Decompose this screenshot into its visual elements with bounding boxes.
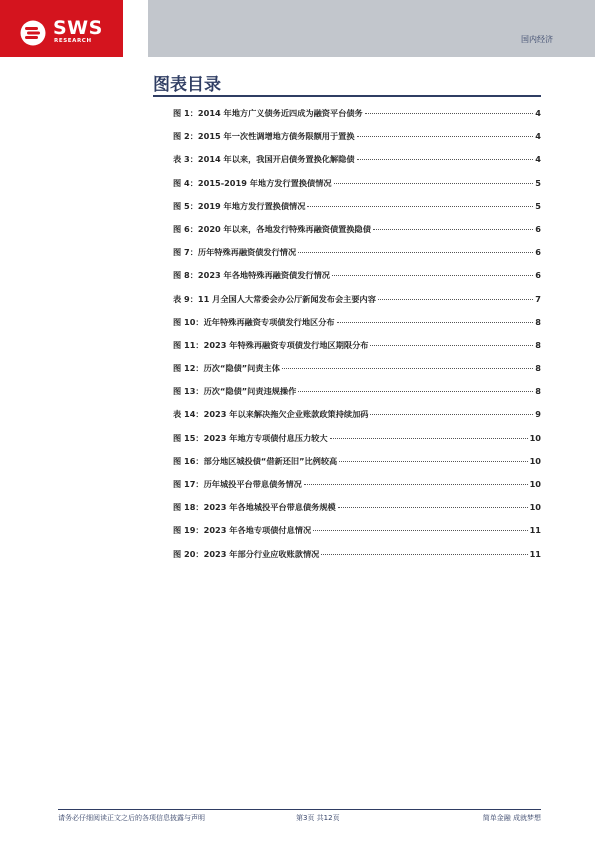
toc-entry-page: 8	[535, 386, 541, 397]
header-brand-band	[0, 0, 123, 57]
toc-entry[interactable]	[173, 131, 541, 154]
toc-entry-label: 图 18：2023 年各地城投平台带息债务规模	[173, 502, 336, 513]
toc-entry[interactable]	[173, 317, 541, 340]
toc-entry-page: 7	[535, 293, 541, 304]
section-tag: 国内经济	[521, 35, 553, 44]
toc-entry-page: 8	[535, 339, 541, 350]
toc-entry-label: 图 8：2023 年各地特殊再融资债发行情况	[173, 270, 330, 281]
toc-entry-page: 10	[529, 479, 541, 489]
toc-dot-leader	[282, 368, 533, 369]
toc-dot-leader	[370, 414, 533, 415]
toc-dot-leader	[378, 299, 533, 300]
toc-entry-page: 11	[529, 548, 541, 559]
toc-entry-label: 图 11：2023 年特殊再融资专项债发行地区期限分布	[173, 339, 369, 350]
toc-entry-label: 表 9：11 月全国人大常委会办公厅新闻发布会主要内容	[173, 293, 376, 304]
toc-entry[interactable]	[173, 108, 541, 131]
toc-entry-label: 图 4：2015-2019 年地方发行置换债情况	[173, 177, 332, 188]
toc-entry-page: 5	[535, 200, 541, 211]
sws-logo-icon	[20, 20, 46, 46]
toc-dot-leader	[338, 507, 528, 508]
toc-entry[interactable]	[173, 178, 541, 201]
toc-entry[interactable]	[173, 224, 541, 247]
brand-subtitle: RESEARCH	[54, 38, 92, 44]
footer-disclaimer: 请务必仔细阅读正文之后的各项信息披露与声明	[58, 814, 205, 822]
toc-entry-page: 10	[529, 432, 541, 443]
toc-entry-page: 5	[535, 177, 541, 188]
toc-dot-leader	[330, 438, 528, 439]
title-divider	[153, 95, 541, 97]
toc-entry[interactable]	[173, 433, 541, 456]
toc-dot-leader	[337, 322, 534, 323]
toc-dot-leader	[357, 136, 534, 137]
toc-entry-label: 表 3：2014 年以来，我国开启债务置换化解隐债	[173, 154, 355, 165]
header-gap	[123, 0, 148, 57]
toc-dot-leader	[370, 345, 533, 346]
toc-entry-label: 图 20：2023 年部分行业应收账款情况	[173, 548, 320, 559]
toc-entry-label: 表 14：2023 年以来解决拖欠企业账款政策持续加码	[173, 409, 369, 420]
toc-entry[interactable]	[173, 340, 541, 363]
toc-entry[interactable]	[173, 386, 541, 409]
toc-dot-leader	[298, 391, 533, 392]
toc-dot-leader	[298, 252, 533, 253]
toc-entry[interactable]	[173, 154, 541, 177]
toc-entry-page: 6	[535, 247, 541, 258]
toc-entry[interactable]	[173, 294, 541, 317]
toc-dot-leader	[332, 275, 533, 276]
toc-entry-label: 图 10：近年特殊再融资专项债发行地区分布	[173, 316, 335, 327]
toc-entry-page: 4	[535, 154, 541, 165]
table-of-figures	[173, 108, 541, 572]
toc-entry-label: 图 6：2020 年以来，各地发行特殊再融资债置换隐债	[173, 223, 371, 234]
toc-dot-leader	[307, 206, 533, 207]
toc-entry-page: 10	[529, 455, 541, 466]
toc-entry[interactable]	[173, 549, 541, 572]
toc-dot-leader	[339, 461, 527, 462]
toc-entry-label: 图 1：2014 年地方广义债务近四成为融资平台债务	[173, 108, 363, 118]
toc-entry-page: 8	[535, 316, 541, 327]
toc-entry-label: 图 2：2015 年一次性调增地方债务限额用于置换	[173, 131, 355, 142]
toc-entry-page: 10	[529, 502, 541, 513]
toc-entry-label: 图 15：2023 年地方专项债付息压力较大	[173, 432, 328, 443]
toc-entry[interactable]	[173, 201, 541, 224]
toc-entry[interactable]	[173, 247, 541, 270]
footer-page-number: 第3页 共12页	[296, 814, 340, 822]
toc-entry-label: 图 17：历年城投平台带息债务情况	[173, 479, 302, 489]
toc-entry[interactable]	[173, 479, 541, 502]
footer-slogan: 简单金融 成就梦想	[482, 814, 541, 822]
toc-entry-label: 图 12：历次“隐债”问责主体	[173, 363, 280, 374]
toc-dot-leader	[373, 229, 533, 230]
toc-entry-label: 图 5：2019 年地方发行置换债情况	[173, 200, 306, 211]
toc-dot-leader	[357, 159, 534, 160]
toc-dot-leader	[365, 113, 534, 114]
toc-dot-leader	[313, 530, 527, 531]
header-band	[148, 0, 595, 57]
page-title: 图表目录	[153, 75, 221, 95]
toc-entry-page: 4	[535, 131, 541, 142]
toc-entry[interactable]	[173, 502, 541, 525]
toc-entry[interactable]	[173, 270, 541, 293]
toc-entry[interactable]	[173, 363, 541, 386]
toc-entry[interactable]	[173, 409, 541, 432]
toc-entry-page: 6	[535, 223, 541, 234]
toc-entry-page: 4	[535, 108, 541, 118]
toc-entry-page: 11	[529, 525, 541, 536]
toc-dot-leader	[321, 554, 527, 555]
toc-entry[interactable]	[173, 456, 541, 479]
toc-entry-label: 图 13：历次“隐债”问责违规操作	[173, 386, 297, 397]
toc-entry-page: 9	[535, 409, 541, 420]
brand-name: SWS	[53, 17, 103, 39]
toc-entry-label: 图 19：2023 年各地专项债付息情况	[173, 525, 312, 536]
toc-entry-label: 图 7：历年特殊再融资债发行情况	[173, 247, 297, 258]
footer-divider	[58, 809, 541, 810]
toc-dot-leader	[334, 183, 534, 184]
toc-dot-leader	[304, 484, 528, 485]
toc-entry-page: 8	[535, 363, 541, 374]
toc-entry-label: 图 16：部分地区城投债“借新还旧”比例较高	[173, 455, 338, 466]
toc-entry-page: 6	[535, 270, 541, 281]
toc-entry[interactable]	[173, 525, 541, 548]
